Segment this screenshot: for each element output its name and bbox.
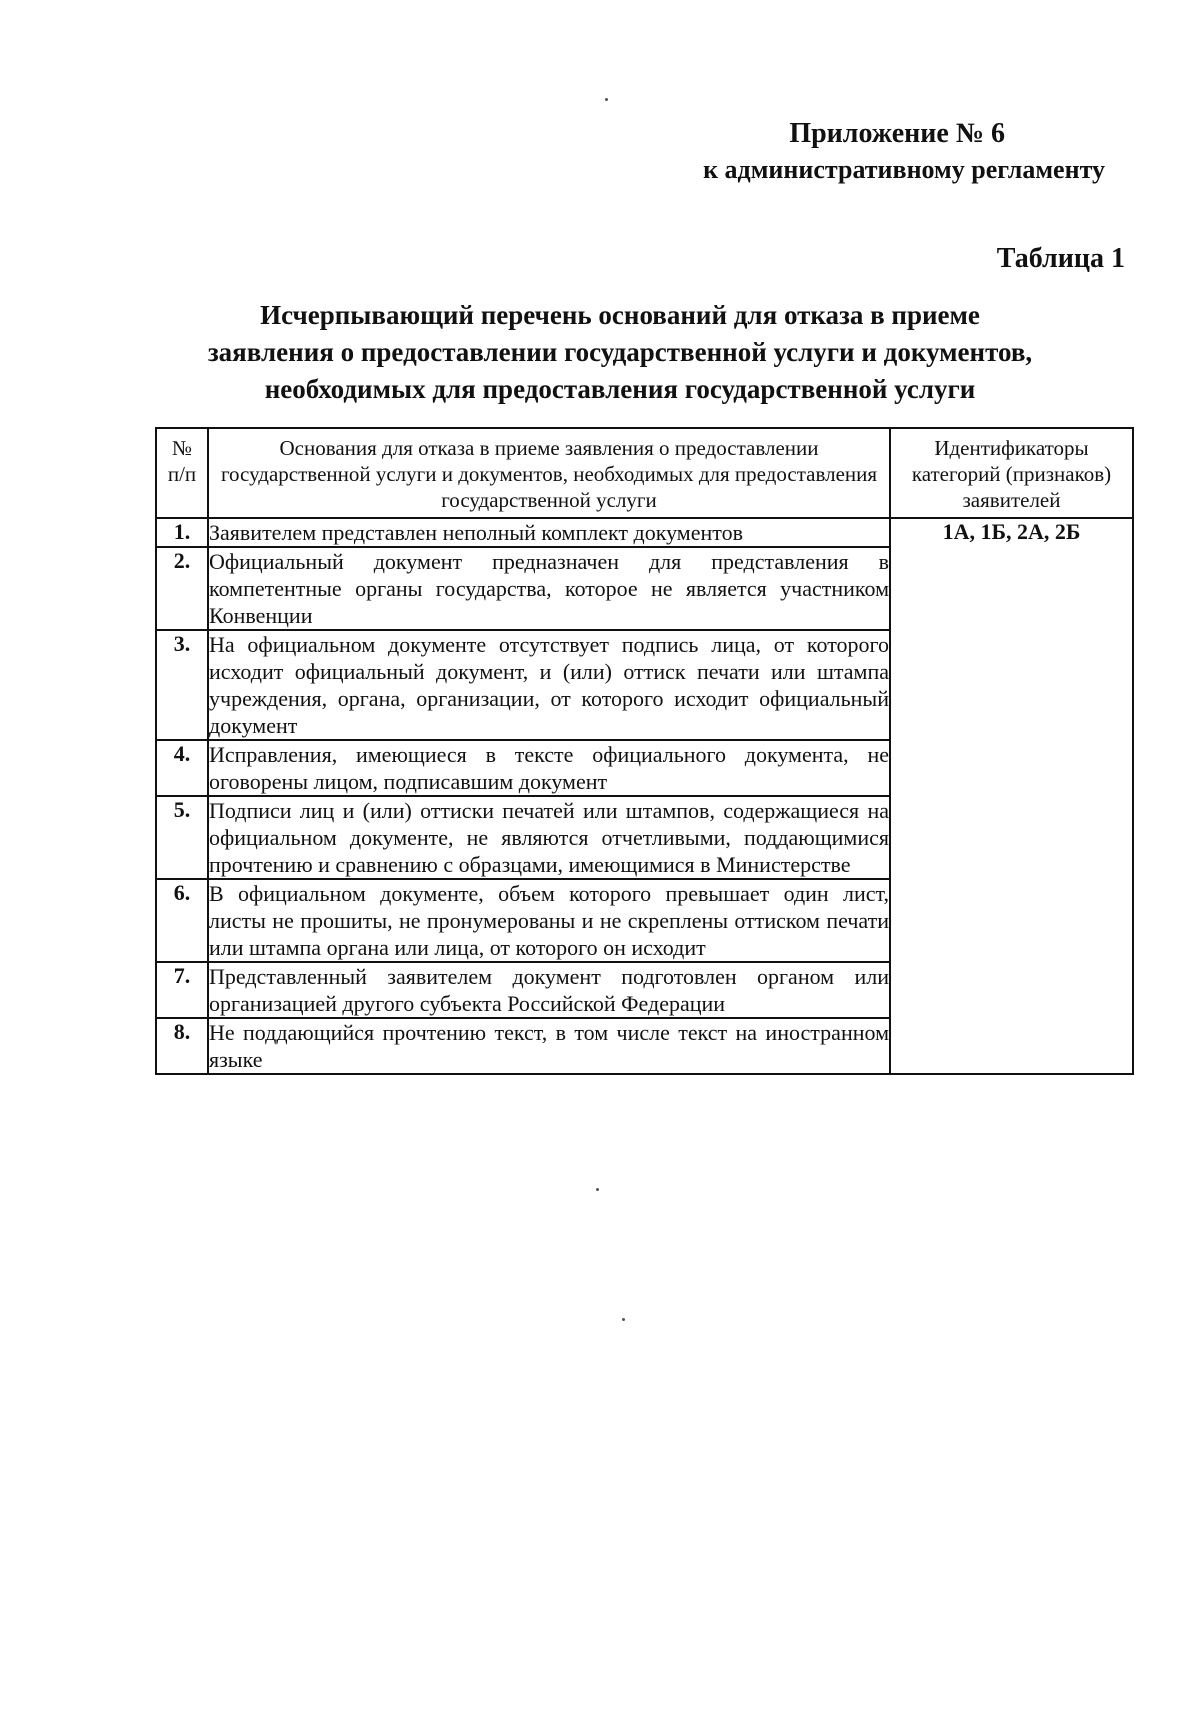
scan-speck bbox=[605, 98, 608, 101]
appendix-subtitle: к административному регламенту bbox=[703, 155, 1105, 184]
row-reason: На официальном документе отсутствует подпись лица, от которого исходит официальный документ, и (или) оттиск печати или штампа учреждения, органа, организации, от которого исходит официальный документ bbox=[209, 632, 889, 738]
applicant-category-ids: 1А, 1Б, 2А, 2Б bbox=[890, 518, 1133, 1074]
row-reason: Официальный документ предназначен для представления в компетентные органы государства, которое не является участником Конвенции bbox=[209, 549, 889, 628]
header-num: № п/п bbox=[156, 428, 208, 518]
scan-speck bbox=[622, 1318, 625, 1321]
row-number: 4. bbox=[156, 740, 208, 796]
row-number: 8. bbox=[156, 1018, 208, 1074]
row-number: 6. bbox=[156, 879, 208, 962]
refusal-grounds-table bbox=[155, 427, 1134, 1075]
row-reason: Исправления, имеющиеся в тексте официального документа, не оговорены лицом, подписавшим документ bbox=[209, 742, 889, 794]
row-reason: В официальном документе, объем которого превышает один лист, листы не прошиты, не пронумерованы и не скреплены оттиском печати или штампа органа или лица, от которого он исходит bbox=[209, 881, 889, 960]
row-number: 7. bbox=[156, 962, 208, 1018]
heading-line: Исчерпывающий перечень оснований для отказа в приеме bbox=[260, 300, 980, 330]
appendix-title: Приложение № 6 bbox=[789, 118, 1005, 149]
row-reason: Подписи лиц и (или) оттиски печатей или штампов, содержащиеся на официальном документе, не являются отчетливыми, поддающимися прочтению и сравнению с образцами, имеющимися в Министерстве bbox=[209, 798, 889, 877]
table-header-row bbox=[156, 428, 1133, 518]
heading-line: заявления о предоставлении государственной услуги и документов, bbox=[207, 337, 1033, 367]
table-label: Таблица 1 bbox=[996, 243, 1125, 274]
heading-line: необходимых для предоставления государственной услуги bbox=[264, 374, 976, 404]
row-number: 5. bbox=[156, 796, 208, 879]
document-heading bbox=[150, 297, 1090, 408]
table-row bbox=[156, 518, 1133, 547]
row-reason: Заявителем представлен неполный комплект документов bbox=[208, 518, 890, 547]
row-number: 3. bbox=[156, 630, 208, 740]
row-number: 1. bbox=[156, 518, 208, 547]
header-ids: Идентификаторы категорий (признаков) заявителей bbox=[890, 428, 1133, 518]
scan-speck bbox=[596, 1188, 599, 1191]
header-reason: Основания для отказа в приеме заявления о предоставлении государственной услуги и документов, необходимых для предоставления государственной услуги bbox=[208, 428, 890, 518]
row-number: 2. bbox=[156, 547, 208, 630]
row-reason: Не поддающийся прочтению текст, в том числе текст на иностранном языке bbox=[209, 1020, 889, 1072]
row-reason: Представленный заявителем документ подготовлен органом или организацией другого субъекта Российской Федерации bbox=[209, 964, 889, 1016]
